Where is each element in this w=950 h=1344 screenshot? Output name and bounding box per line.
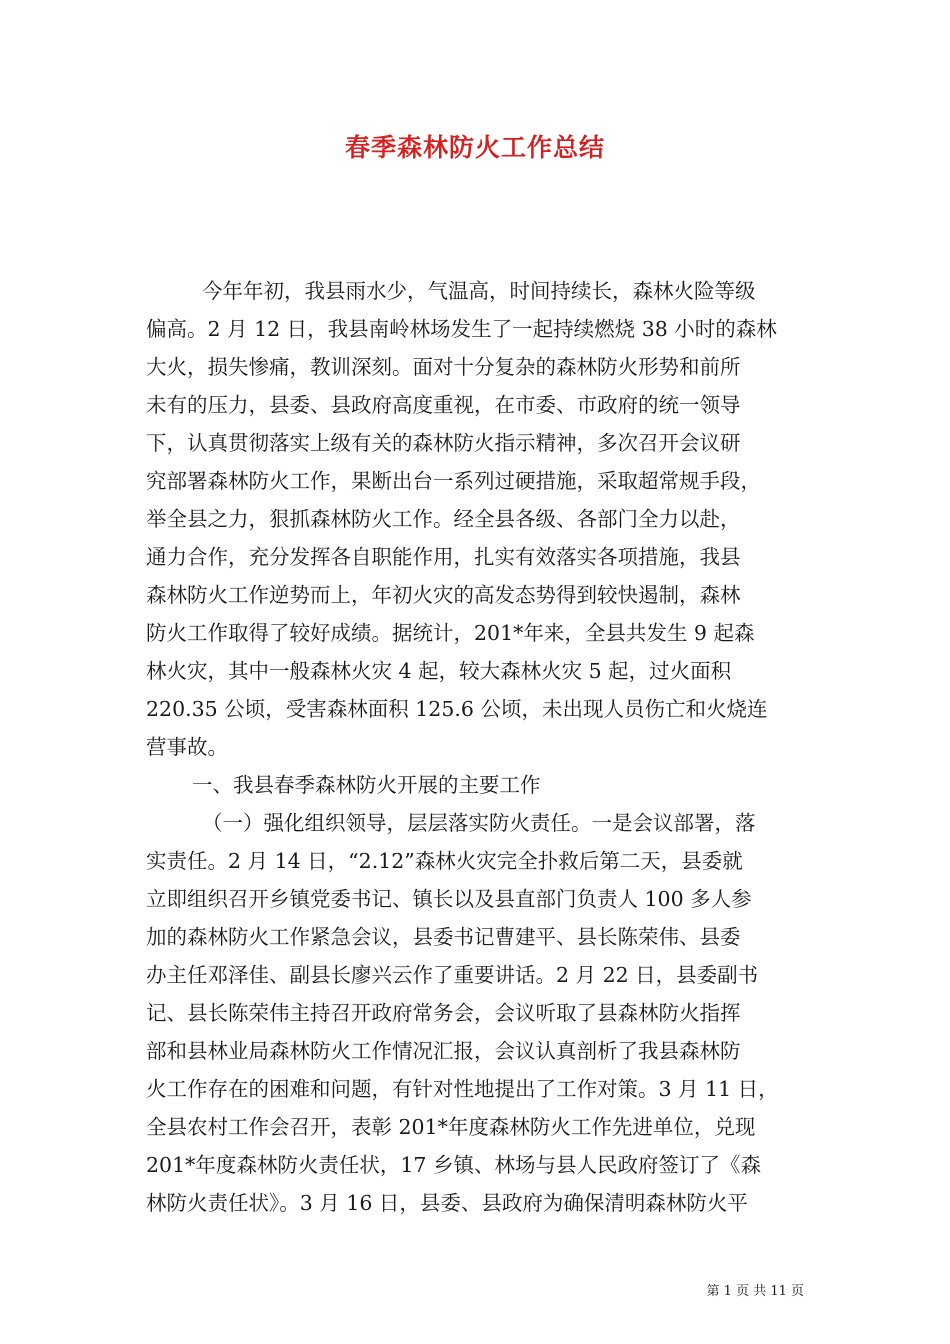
body-line: 通力合作，充分发挥各自职能作用，扎实有效落实各项措施，我县 xyxy=(146,545,741,569)
body-line: 森林防火工作逆势而上，年初火灾的高发态势得到较快遏制，森林 xyxy=(146,583,741,607)
body-line: 林防火责任状》。3 月 16 日，县委、县政府为确保清明森林防火平 xyxy=(146,1191,748,1215)
body-line: 全县农村工作会召开，表彰 201*年度森林防火工作先进单位，兑现 xyxy=(146,1115,756,1139)
document-title: 春季森林防火工作总结 xyxy=(344,133,605,162)
body-line: 记、县长陈荣伟主持召开政府常务会，会议听取了县森林防火指挥 xyxy=(146,1001,741,1025)
body-line: 部和县林业局森林防火工作情况汇报，会议认真剖析了我县森林防 xyxy=(146,1039,741,1063)
page-footer: 第 1 页 共 11 页 xyxy=(706,1284,804,1299)
body-line: 实责任。2 月 14 日，“2.12”森林火灾完全扑救后第二天，县委就 xyxy=(146,849,743,873)
body-line: 今年年初，我县雨水少，气温高，时间持续长，森林火险等级 xyxy=(202,279,756,303)
body-line: 办主任邓泽佳、副县长廖兴云作了重要讲话。2 月 22 日，县委副书 xyxy=(146,963,759,987)
body-line: 未有的压力，县委、县政府高度重视，在市委、市政府的统一领导 xyxy=(146,393,741,417)
subsection-heading-line: （一）强化组织领导，层层落实防火责任。一是会议部署，落 xyxy=(202,811,756,835)
section-heading: 一、我县春季森林防火开展的主要工作 xyxy=(192,773,541,797)
body-line: 营事故。 xyxy=(146,735,228,759)
body-line: 火工作存在的困难和问题，有针对性地提出了工作对策。3 月 11 日， xyxy=(146,1077,779,1101)
body-line: 201*年度森林防火责任状，17 乡镇、林场与县人民政府签订了《森 xyxy=(146,1153,761,1177)
body-line: 立即组织召开乡镇党委书记、镇长以及县直部门负责人 100 多人参 xyxy=(146,887,752,911)
body-line: 下，认真贯彻落实上级有关的森林防火指示精神，多次召开会议研 xyxy=(146,431,741,455)
body-line: 林火灾，其中一般森林火灾 4 起，较大森林火灾 5 起，过火面积 xyxy=(146,659,732,683)
body-line: 举全县之力，狠抓森林防火工作。经全县各级、各部门全力以赴， xyxy=(146,507,741,531)
document-body xyxy=(146,272,836,1222)
body-line: 究部署森林防火工作，果断出台一系列过硬措施，采取超常规手段， xyxy=(146,469,761,493)
body-line: 加的森林防火工作紧急会议，县委书记曹建平、县长陈荣伟、县委 xyxy=(146,925,741,949)
body-line: 偏高。2 月 12 日，我县南岭林场发生了一起持续燃烧 38 小时的森林 xyxy=(146,317,777,341)
body-line: 220.35 公顷，受害森林面积 125.6 公顷，未出现人员伤亡和火烧连 xyxy=(146,697,768,721)
body-line: 大火，损失惨痛，教训深刻。面对十分复杂的森林防火形势和前所 xyxy=(146,355,741,379)
body-line: 防火工作取得了较好成绩。据统计，201*年来，全县共发生 9 起森 xyxy=(146,621,755,645)
